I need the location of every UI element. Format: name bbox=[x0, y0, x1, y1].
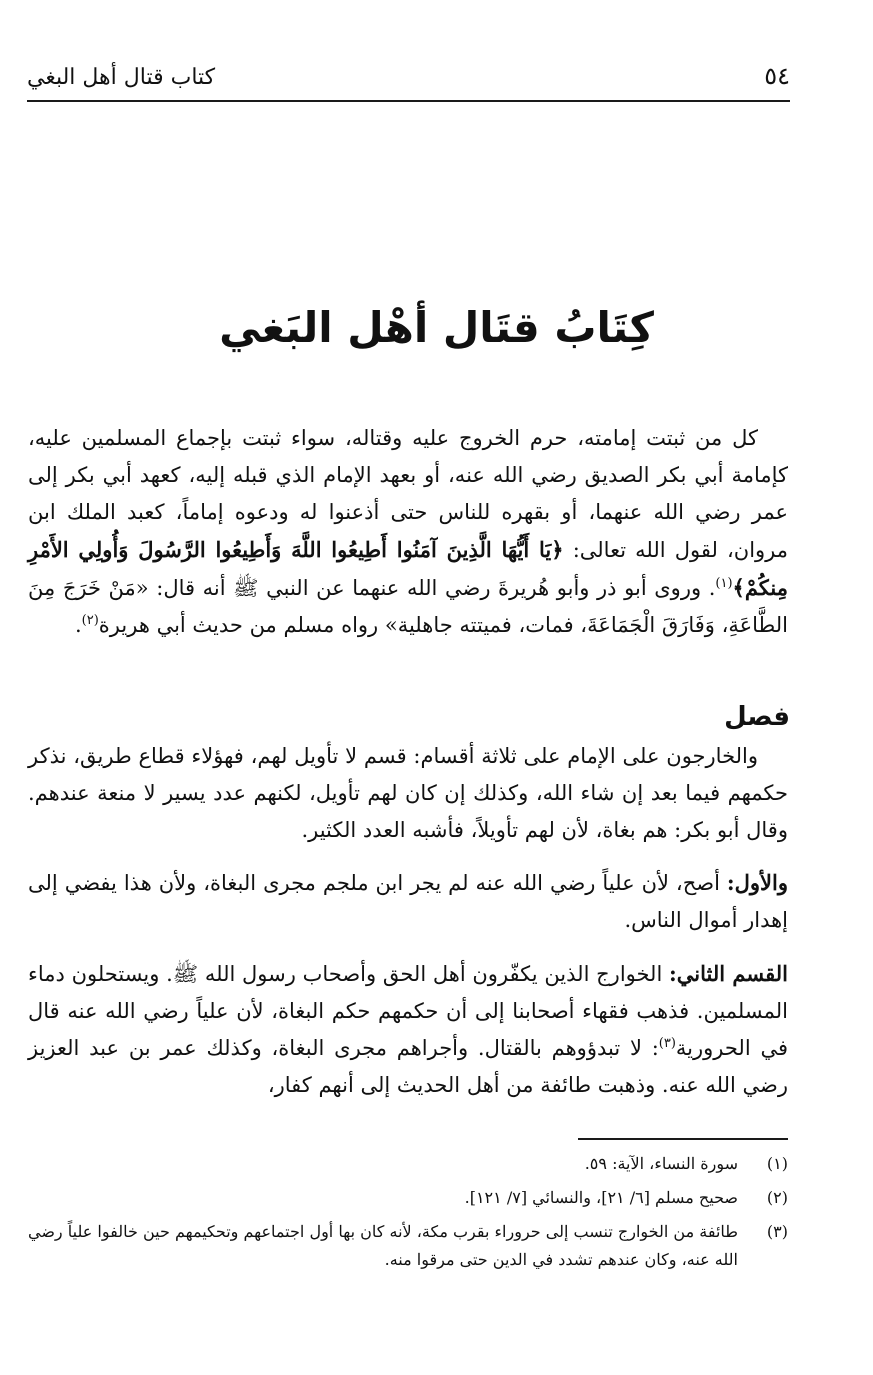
footnote-divider bbox=[578, 1138, 788, 1140]
intro-paragraph bbox=[28, 420, 788, 644]
section-paragraph-3-text: الخوارج الذين يكفّرون أهل الحق وأصحاب رسول الله ﷺ. ويستحلون دماء المسلمين. فذهب فقهاء أصحابنا إلى أن حكمهم حكم البغاة، لأن علياً رضي الله عنه قال في الحرورية bbox=[28, 962, 788, 1060]
first-category-lead: والأول: bbox=[726, 870, 788, 895]
footnote-item bbox=[28, 1150, 788, 1178]
section-paragraph-3 bbox=[28, 955, 788, 1104]
footnote-item bbox=[28, 1184, 788, 1212]
chapter-title: كِتَابُ قتَال أهْل البَغي bbox=[219, 303, 654, 352]
footnote-ref-1[interactable]: (١) bbox=[715, 576, 733, 591]
intro-text-continued: . وروى أبو ذر وأبو هُريرةَ رضي الله عنهما عن النبي ﷺ أنه قال: «مَنْ خَرَجَ مِنَ الطَّاعَةِ، وَفَارَقَ الْجَمَاعَةَ، فمات، فميتته جاهلية» رواه مسلم من حديث أبي هريرة bbox=[28, 576, 788, 637]
footnote-number: (٢) bbox=[766, 1188, 788, 1207]
footnote-ref-2[interactable]: (٢) bbox=[81, 613, 99, 628]
section-paragraph-1 bbox=[28, 738, 788, 849]
section-paragraph-3-continued: : لا تبدؤوهم بالقتال. وأجراهم مجرى البغاة، وكذلك عمر بن عبد العزيز رضي الله عنه. وذهبت طائفة من أهل الحديث إلى أنهم كفار، bbox=[28, 1036, 788, 1097]
quran-verse: ﴿يَا أَيُّهَا الَّذِينَ آمَنُوا أَطِيعُوا اللَّهَ وَأَطِيعُوا الرَّسُولَ وَأُولِي الأَمْرِ مِنكُمْ﴾ bbox=[28, 537, 788, 600]
footnote-item bbox=[28, 1218, 788, 1274]
page-number: ٥٤ bbox=[764, 62, 790, 90]
footnote-text: طائفة من الخوارج تنسب إلى حروراء بقرب مكة، لأنه كان بها أول اجتماعهم وتحكيمهم حين خالفوا علياً رضي الله عنه، وكان عندهم تشدد في الدين حتى مرقوا منه. bbox=[28, 1222, 739, 1269]
footnotes-list bbox=[28, 1150, 788, 1280]
intro-text: كل من ثبتت إمامته، حرم الخروج عليه وقتاله، سواء ثبتت بإجماع المسلمين عليه، كإمامة أبي بكر الصديق رضي الله عنه، أو بعهد الإمام الذي قبله إليه، كعهد أبي بكر إلى عمر رضي الله عنهما، أو بقهره للناس حتى أذعنوا له ودعوه إماماً، كعبد الملك ابن مروان، لقول الله تعالى: bbox=[28, 426, 789, 562]
footnote-text: صحيح مسلم [٦/ ٢١]، والنسائي [٧/ ١٢١]. bbox=[464, 1188, 738, 1207]
section-heading: فصل bbox=[724, 702, 790, 732]
second-category-lead: القسم الثاني: bbox=[669, 961, 788, 986]
page-header bbox=[27, 62, 790, 102]
section-paragraph-2-text: أصح، لأن علياً رضي الله عنه لم يجر ابن ملجم مجرى البغاة، ولأن هذا يفضي إلى إهدار أموال الناس. bbox=[28, 871, 788, 932]
section-paragraph-2 bbox=[28, 864, 788, 939]
running-title: كتاب قتال أهل البغي bbox=[27, 65, 216, 90]
section-paragraph-1-text: والخارجون على الإمام على ثلاثة أقسام: قسم لا تأويل لهم، فهؤلاء قطاع طريق، نذكر حكمهم فيما بعد إن شاء الله، وكذلك إن كان لهم تأويل، لكنهم عدد يسير لا منعة عندهم. وقال أبو بكر: هم بغاة، لأن لهم تأويلاً، فأشبه العدد الكثير. bbox=[28, 744, 788, 842]
footnote-ref-3[interactable]: (٣) bbox=[658, 1036, 676, 1051]
intro-text-end: . bbox=[74, 613, 82, 637]
footnote-text: سورة النساء، الآية: ٥٩. bbox=[584, 1154, 738, 1173]
footnote-number: (٣) bbox=[766, 1222, 788, 1241]
footnote-number: (١) bbox=[766, 1154, 788, 1173]
